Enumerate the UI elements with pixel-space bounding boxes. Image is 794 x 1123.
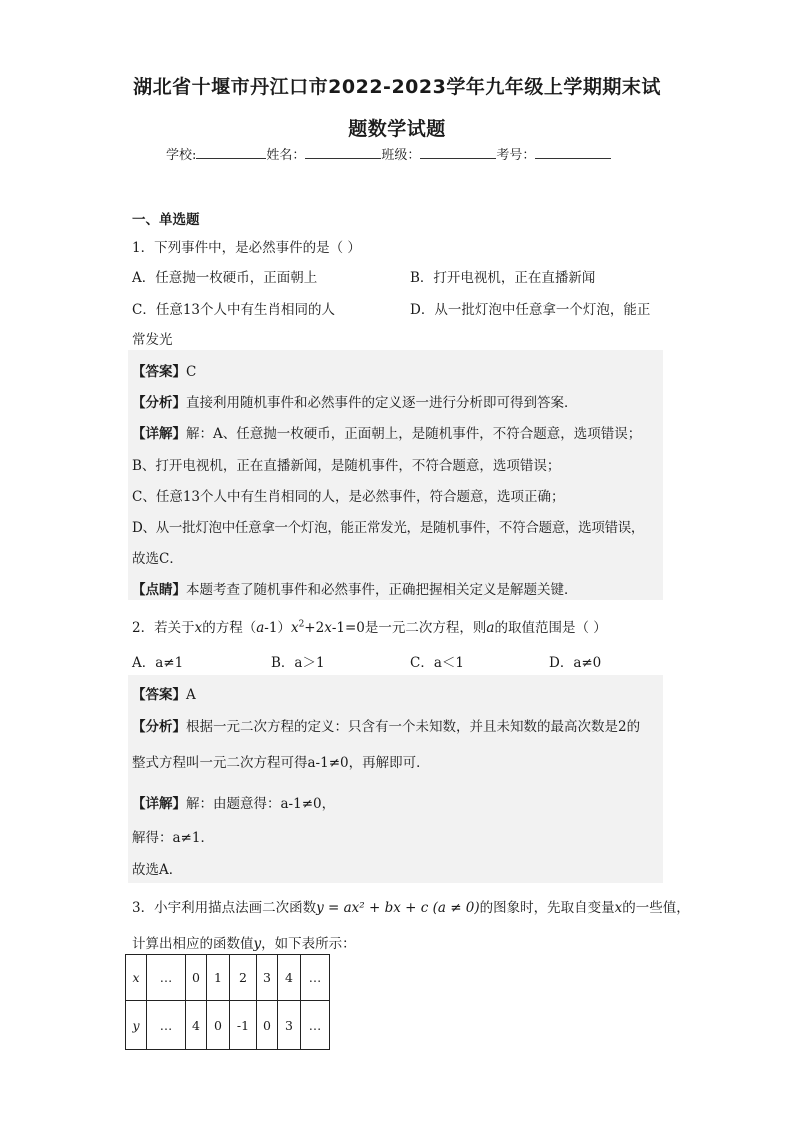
- number-label: 考号：: [496, 148, 536, 163]
- q1-option-c: C．任意13个人中有生肖相同的人: [132, 302, 336, 318]
- q1-answer: 【答案】C: [132, 364, 197, 380]
- table-row-y: [126, 1001, 330, 1050]
- table-cell: 0: [186, 955, 207, 1001]
- school-blank: [196, 146, 266, 159]
- q2-analysis: 【分析】根据一元二次方程的定义：只含有一个未知数，并且未知数的最高次数是2的: [132, 719, 641, 735]
- q2-option-b: B．a＞1: [271, 655, 325, 671]
- table-cell: …: [147, 1001, 186, 1050]
- q2-option-d: D．a≠0: [549, 655, 602, 671]
- q1-option-a: A．任意抛一枚硬币，正面朝上: [132, 270, 318, 286]
- q3-stem: 3．小宇利用描点法画二次函数y = ax² + bx + c (a ≠ 0)的图象时，先取自变量x的一些值，: [132, 900, 690, 916]
- school-label: 学校:: [166, 148, 197, 163]
- table-cell: y: [126, 1001, 147, 1050]
- q1-conclusion: 故选C．: [132, 551, 183, 567]
- table-cell: -1: [230, 1001, 257, 1050]
- table-cell: 3: [278, 1001, 301, 1050]
- q2-analysis-cont: 整式方程叫一元二次方程可得a-1≠0，再解即可．: [132, 755, 430, 771]
- q3-stem-cont: 计算出相应的函数值y，如下表所示：: [132, 936, 356, 952]
- table-cell: 4: [186, 1001, 207, 1050]
- table-cell: 3: [257, 955, 278, 1001]
- q1-detail-c: C、任意13个人中有生肖相同的人，是必然事件，符合题意，选项正确；: [132, 489, 565, 505]
- q1-detail: 【详解】解：A、任意抛一枚硬币，正面朝上，是随机事件，不符合题意，选项错误；: [132, 426, 642, 442]
- table-cell: 4: [278, 955, 301, 1001]
- q2-option-c: C．a＜1: [410, 655, 464, 671]
- table-cell: 0: [207, 1001, 230, 1050]
- table-cell: 0: [257, 1001, 278, 1050]
- q1-option-b: B．打开电视机，正在直播新闻: [410, 270, 596, 286]
- student-info-row: [166, 144, 611, 163]
- q2-conclusion: 故选A．: [132, 862, 183, 878]
- class-blank: [420, 146, 496, 159]
- page-title-line2: 题数学试题: [348, 118, 446, 140]
- q1-solution-box: [128, 350, 663, 600]
- table-cell: …: [301, 955, 330, 1001]
- name-blank: [305, 146, 381, 159]
- q2-stem: 2．若关于x的方程$(a-1)x^2+2x-1=0$是一元二次方程，则a的取值范围是（ ）: [132, 619, 607, 636]
- table-cell: 1: [207, 955, 230, 1001]
- q2-answer: 【答案】A: [132, 687, 196, 703]
- q2-solution-box: [128, 675, 663, 883]
- class-label: 班级：: [381, 148, 421, 163]
- q1-option-d-cont: 常发光: [132, 332, 173, 348]
- table-cell: x: [126, 955, 147, 1001]
- q1-detail-d: D、从一批灯泡中任意拿一个灯泡，能正常发光，是随机事件，不符合题意，选项错误，: [132, 520, 645, 536]
- q1-stem: 1．下列事件中，是必然事件的是（ ）: [132, 240, 361, 256]
- q1-comment: 【点睛】本题考查了随机事件和必然事件，正确把握相关定义是解题关键．: [132, 582, 578, 598]
- q1-detail-b: B、打开电视机，正在直播新闻，是随机事件，不符合题意，选项错误；: [132, 458, 561, 474]
- q2-solve: 解得：a≠1．: [132, 830, 214, 846]
- section-title: 一、单选题: [132, 212, 200, 228]
- xy-value-table: [125, 954, 330, 1050]
- page-title-line1: 湖北省十堰市丹江口市2022-2023学年九年级上学期期末试: [133, 76, 661, 98]
- q2-option-a: A．a≠1: [132, 655, 184, 671]
- q2-detail: 【详解】解：由题意得：a-1≠0，: [132, 796, 336, 812]
- number-blank: [535, 146, 611, 159]
- table-cell: …: [301, 1001, 330, 1050]
- q1-analysis: 【分析】直接利用随机事件和必然事件的定义逐一进行分析即可得到答案．: [132, 395, 578, 411]
- q3-formula: y = ax² + bx + c (a ≠ 0): [316, 900, 480, 916]
- name-label: 姓名：: [266, 148, 306, 163]
- table-cell: 2: [230, 955, 257, 1001]
- table-cell: …: [147, 955, 186, 1001]
- q1-option-d: D．从一批灯泡中任意拿一个灯泡，能正: [410, 302, 651, 318]
- table-row-x: [126, 955, 330, 1001]
